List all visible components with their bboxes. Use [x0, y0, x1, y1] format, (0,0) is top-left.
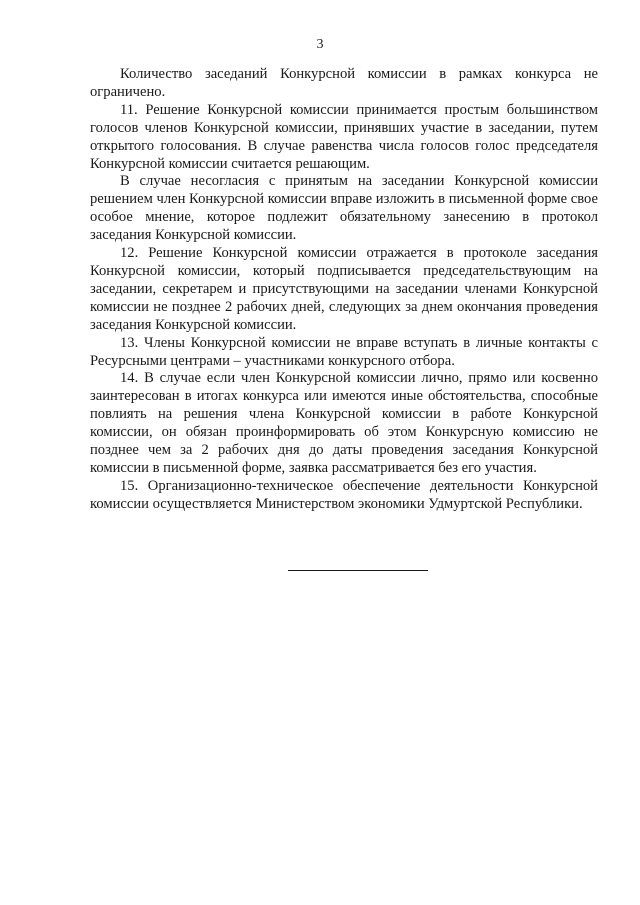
paragraph-15-organizational-support: 15. Организационно-техническое обеспечение деятельности Конкурсной комиссии осуществляется Министерством экономики Удмуртской Республики.: [90, 477, 598, 512]
page-number: 3: [316, 37, 324, 52]
paragraph-dissenting-opinion: В случае несогласия с принятым на заседании Конкурсной комиссии решением член Конкурсной комиссии вправе изложить в письменной форме свое особое мнение, которое подлежит обязательному занесению в протокол заседания Конкурсной комиссии.: [90, 173, 598, 244]
paragraph-14-conflict-of-interest: 14. В случае если член Конкурсной комиссии лично, прямо или косвенно заинтересован в итогах конкурса или имеются иные обстоятельства, способные повлиять на решения члена Конкурсной комиссии в работе Конкурсной комиссии, он обязан проинформировать об этом Конкурсную комиссию не позднее чем за 2 рабочих дня до даты проведения заседания Конкурсной комиссии в письменной форме, заявка рассматривается без его участия.: [90, 370, 598, 476]
paragraph-sessions-count: Количество заседаний Конкурсной комиссии в рамках конкурса не ограничено.: [90, 66, 598, 100]
paragraph-13-personal-contacts: 13. Члены Конкурсной комиссии не вправе вступать в личные контакты с Ресурсными центрами – участниками конкурсного отбора.: [90, 334, 598, 369]
paragraph-12-protocol: 12. Решение Конкурсной комиссии отражается в протоколе заседания Конкурсной комиссии, который подписывается председательствующим на заседании, секретарем и присутствующими на заседании членами Конкурсной комиссии не позднее 2 рабочих дней, следующих за днем окончания проведения заседания Конкурсной комиссии.: [90, 245, 598, 333]
document-body: [90, 66, 598, 514]
paragraph-11-decision-voting: 11. Решение Конкурсной комиссии принимается простым большинством голосов членов Конкурсной комиссии, принявших участие в заседании, путем открытого голосования. В случае равенства числа голосов голос председателя Конкурсной комиссии считается решающим.: [90, 101, 598, 172]
end-of-document-rule: [288, 570, 428, 571]
